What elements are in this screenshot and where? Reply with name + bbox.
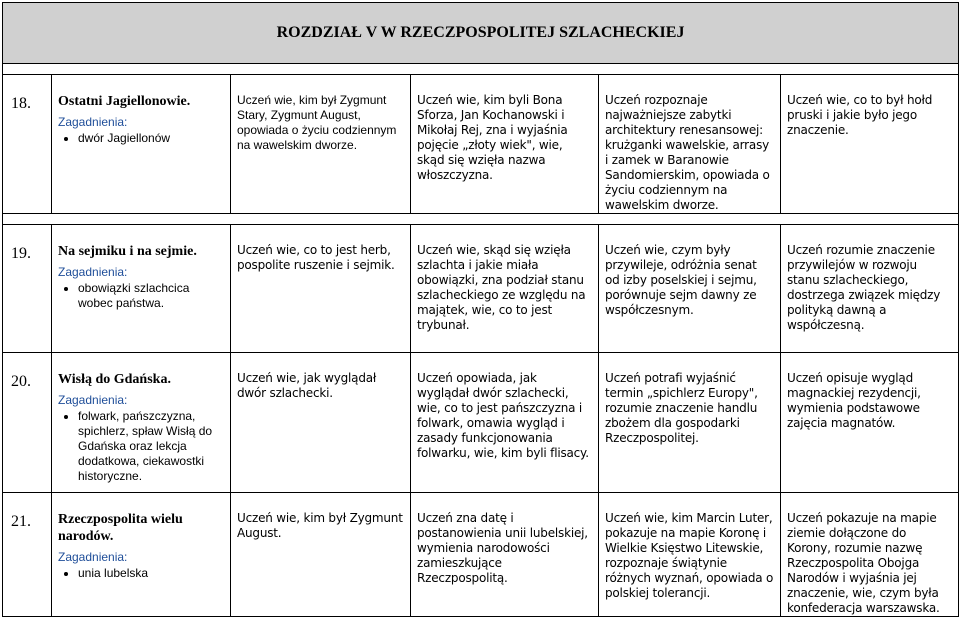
requirement-level-4: Uczeń wie, co to był hołd pruski i jakie było jego znaczenie.: [781, 75, 959, 214]
issues-label: Zagadnienia:: [58, 393, 128, 407]
lesson-number: 21.: [3, 493, 52, 617]
requirement-level-3: Uczeń wie, czym były przywileje, odróżnia senat od izby poselskiej i sejmu, porównuje sejm dawny ze współczesnym.: [599, 225, 781, 353]
issues-label: Zagadnienia:: [58, 550, 128, 564]
lesson-topic: [52, 225, 231, 353]
spacer: [3, 214, 959, 225]
lesson-title: Rzeczpospolita wielu narodów.: [58, 512, 183, 544]
lesson-row: [3, 75, 959, 214]
lesson-number: 18.: [3, 75, 52, 214]
lesson-title: Na sejmiku i na sejmie.: [58, 244, 197, 259]
lesson-topic: [52, 493, 231, 617]
requirement-level-4: Uczeń pokazuje na mapie ziemie dołączone do Korony, rozumie nazwę Rzeczpospolita Obojga Narodów i wyjaśnia jej znaczenie, wie, czym była konfederacja warszawska.: [781, 493, 959, 617]
requirement-level-2: Uczeń opowiada, jak wyglądał dwór szlachecki, wie, co to jest pańszczyzna i folwark, omawia wygląd i zasady funkcjonowania folwarku, wie, kim byli flisacy.: [411, 353, 599, 493]
curriculum-table: [2, 2, 959, 617]
requirement-level-1: Uczeń wie, jak wyglądał dwór szlachecki.: [231, 353, 411, 493]
lesson-number: 19.: [3, 225, 52, 353]
requirement-level-2: Uczeń wie, skąd się wzięła szlachta i jakie miała obowiązki, zna podział stanu szlacheckiego ze względu na majątek, wie, co to jest trybunał.: [411, 225, 599, 353]
requirement-level-2: Uczeń zna datę i postanowienia unii lubelskiej, wymienia narodowości zamieszkujące Rzeczpospolitą.: [411, 493, 599, 617]
requirement-level-1: Uczeń wie, co to jest herb, pospolite ruszenie i sejmik.: [231, 225, 411, 353]
lesson-row: [3, 225, 959, 353]
lesson-topic: [52, 353, 231, 493]
issues-list: [58, 409, 224, 484]
requirement-level-4: Uczeń opisuje wygląd magnackiej rezydencji, wymienia podstawowe zajęcia magnatów.: [781, 353, 959, 493]
requirement-level-3: Uczeń wie, kim Marcin Luter, pokazuje na mapie Koronę i Wielkie Księstwo Litewskie, rozpoznaje świątynie różnych wyznań, opowiada o polskiej tolerancji.: [599, 493, 781, 617]
requirement-level-1: Uczeń wie, kim był Zygmunt Stary, Zygmunt August, opowiada o życiu codziennym na wawelskim dworze.: [231, 75, 411, 214]
requirement-level-3: Uczeń rozpoznaje najważniejsze zabytki architektury renesansowej: krużganki wawelskie, arrasy i zamek w Baranowie Sandomierskim, opowiada o życiu codziennym na wawelskim dworze.: [599, 75, 781, 214]
issues-list: [58, 566, 224, 581]
requirement-level-3: Uczeń potrafi wyjaśnić termin „spichlerz Europy", rozumie znaczenie handlu zbożem dla gospodarki Rzeczpospolitej.: [599, 353, 781, 493]
lesson-topic: [52, 75, 231, 214]
lesson-title: Wisłą do Gdańska.: [58, 372, 171, 387]
chapter-heading: ROZDZIAŁ V W RZECZPOSPOLITEJ SZLACHECKIEJ: [3, 3, 959, 64]
requirement-level-1: Uczeń wie, kim był Zygmunt August.: [231, 493, 411, 617]
lesson-row: [3, 493, 959, 617]
issue-item: • folwark, pańszczyzna, spichlerz, spław Wisłą do Gdańska oraz lekcja dodatkowa, ciekawostki historyczne.: [78, 409, 224, 484]
issue-item: • dwór Jagiellonów: [78, 131, 224, 146]
requirement-level-2: Uczeń wie, kim byli Bona Sforza, Jan Kochanowski i Mikołaj Rej, zna i wyjaśnia pojęcie „złoty wiek", wie, skąd się wzięła nazwa włoszczyzna.: [411, 75, 599, 214]
issues-label: Zagadnienia:: [58, 115, 128, 129]
lesson-title: Ostatni Jagiellonowie.: [58, 94, 191, 109]
lesson-row: [3, 353, 959, 493]
issue-item: • unia lubelska: [78, 566, 224, 581]
requirement-level-4: Uczeń rozumie znaczenie przywilejów w rozwoju stanu szlacheckiego, dostrzega związek między polityką dawną a współczesną.: [781, 225, 959, 353]
issue-item: • obowiązki szlachcica wobec państwa.: [78, 281, 224, 311]
lesson-number: 20.: [3, 353, 52, 493]
spacer: [3, 64, 959, 75]
issues-list: [58, 131, 224, 146]
issues-list: [58, 281, 224, 311]
issues-label: Zagadnienia:: [58, 265, 128, 279]
